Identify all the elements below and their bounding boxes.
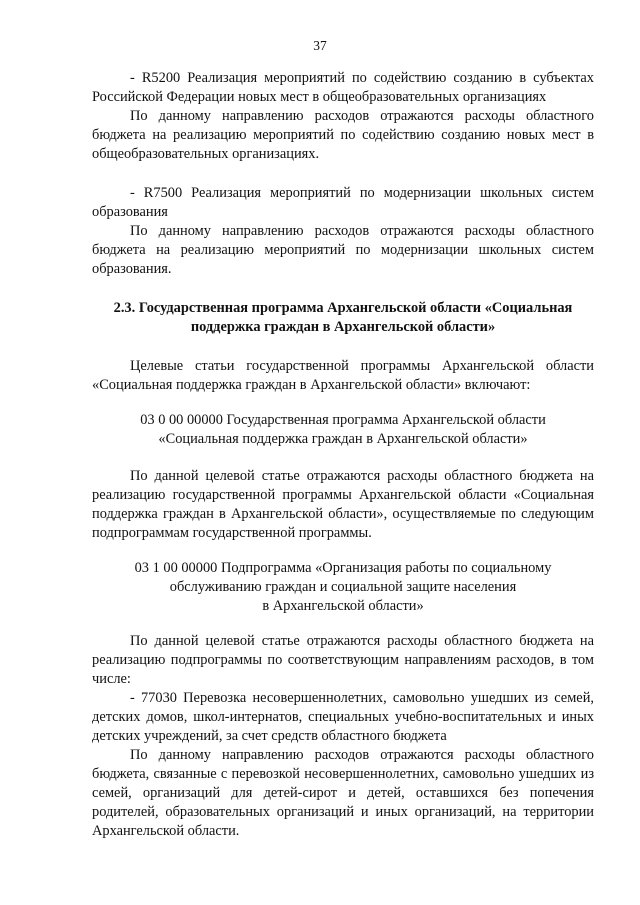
paragraph-77030: - 77030 Перевозка несовершеннолетних, самовольно ушедших из семей, детских домов, школ-интернатов, специальных учебно-воспитательных и иных детских учреждений, за счет средств областного бюджета [92, 690, 594, 744]
section-heading-line: поддержка граждан в Архангельской области» [190, 319, 496, 335]
paragraph-subprogram-description: По данной целевой статье отражаются расходы областного бюджета на реализацию подпрограммы по соответствующим направлениям расходов, в том числе: [92, 633, 594, 687]
subprogram-title-line: в Архангельской области» [262, 598, 424, 614]
paragraph-program-intro: Целевые статьи государственной программы Архангельской области «Социальная поддержка граждан в Архангельской области» включают: [92, 358, 594, 393]
paragraph-r7500: - R7500 Реализация мероприятий по модернизации школьных систем образования [92, 185, 594, 220]
page-number: 37 [313, 38, 327, 53]
paragraph-77030-description: По данному направлению расходов отражаются расходы областного бюджета, связанные с перевозкой несовершеннолетних, самовольно ушедших из семей, организаций для детей-сирот и детей, оставшихся без попечения родителей, образовательных организаций и иных организаций, на территории Архангельской области. [92, 747, 594, 839]
page-content [92, 69, 594, 841]
paragraph-r7500-description: По данному направлению расходов отражаются расходы областного бюджета на реализацию мероприятий по модернизации школьных систем образования. [92, 223, 594, 277]
section-heading-line: 2.3. Государственная программа Архангельской области «Социальная [113, 300, 573, 316]
paragraph-r5200-description: По данному направлению расходов отражаются расходы областного бюджета на реализацию мероприятий по содействию созданию новых мест в общеобразовательных организациях. [92, 108, 594, 162]
paragraph-r5200: - R5200 Реализация мероприятий по содействию созданию в субъектах Российской Федерации новых мест в общеобразовательных организациях [92, 70, 594, 105]
program-title-line: «Социальная поддержка граждан в Архангельской области» [158, 431, 528, 447]
program-title-line: 03 0 00 00000 Государственная программа Архангельской области [140, 412, 546, 428]
subprogram-title-line: обслуживанию граждан и социальной защите населения [169, 579, 517, 595]
subprogram-title [92, 559, 594, 616]
section-heading [92, 299, 594, 337]
paragraph-program-description: По данной целевой статье отражаются расходы областного бюджета на реализацию государственной программы Архангельской области «Социальная поддержка граждан в Архангельской области», осуществляемые по следующим подпрограммам государственной программы. [92, 468, 594, 541]
subprogram-title-line: 03 1 00 00000 Подпрограмма «Организация работы по социальному [134, 560, 552, 576]
program-title [92, 411, 594, 449]
